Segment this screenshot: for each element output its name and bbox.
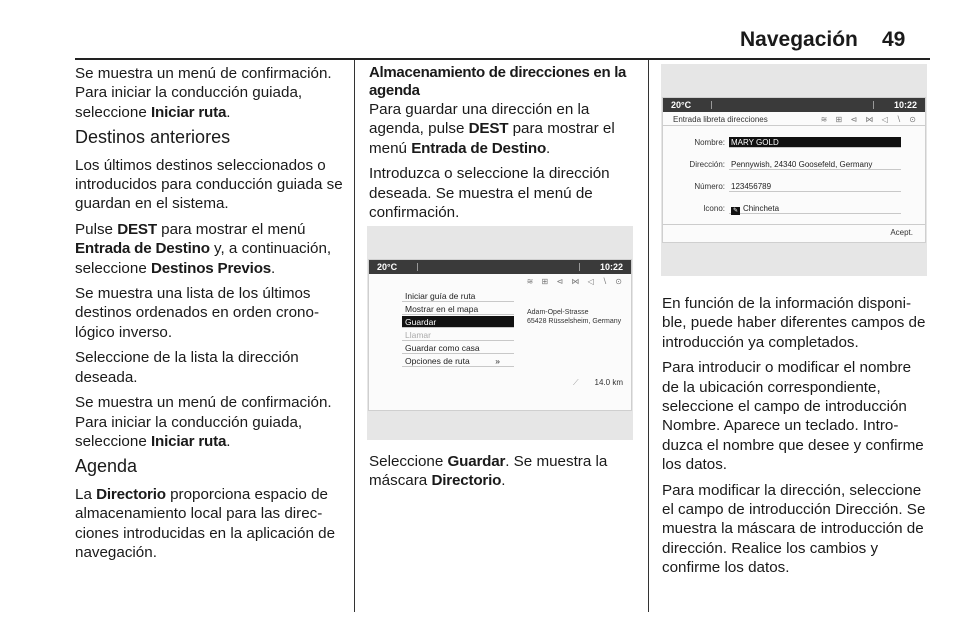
route-icon: ⟋	[573, 378, 579, 387]
header-rule	[75, 58, 930, 60]
status-icons: ≋ ⊞ ⊲ ⋈ ◁ ∖ ⊙	[820, 115, 919, 124]
clock: 10:22	[599, 262, 623, 272]
page-header-title: Navegación	[740, 28, 858, 51]
column-3	[662, 294, 930, 584]
infotainment-screen	[662, 97, 926, 243]
chevron-right-icon: »	[495, 356, 500, 366]
infotainment-screen	[368, 259, 632, 411]
menu-item-opciones-ruta[interactable]: Opciones de ruta »	[402, 355, 514, 367]
accept-button[interactable]: Acept.	[890, 228, 913, 237]
menu-item-mostrar-mapa[interactable]: Mostrar en el mapa	[402, 303, 514, 315]
paragraph: Seleccione Guardar. Se muestra la máscara Directorio.	[369, 453, 608, 490]
paragraph: Los últimos destinos seleccionados o introducidos para conducción guiada se guardan en el sistema.	[75, 156, 343, 213]
screenshot-address-entry	[661, 64, 927, 276]
distance: 14.0 km	[594, 378, 623, 387]
label-nombre: Nombre:	[694, 138, 725, 147]
temperature: 20°C	[377, 262, 398, 272]
heading-destinos-anteriores: Destinos anteriores	[75, 127, 231, 148]
label-icono: Icono:	[703, 204, 725, 213]
heading-almacenamiento: Almacenamiento de direcciones en la agenda	[369, 64, 627, 99]
menu-item-guardar-casa[interactable]: Guardar como casa	[402, 342, 514, 354]
paragraph: Para guardar una dirección en la agenda, pulse DEST para mostrar el menú Entrada de Destino.	[369, 101, 615, 157]
paragraph: Seleccione de la lista la dirección deseada.	[75, 349, 299, 386]
menu-item-llamar[interactable]: Llamar	[402, 329, 514, 341]
paragraph: Se muestra una lista de los últimos destinos ordenados en orden cronológico inverso.	[75, 285, 320, 341]
column-divider-1	[354, 60, 355, 612]
menu-item-iniciar-guia[interactable]: Iniciar guía de ruta	[402, 290, 514, 302]
paragraph: La Directorio proporciona espacio de almacenamiento local para las direcciones introducidas en la aplicación de navegación.	[75, 485, 336, 561]
numero-field[interactable]: 123456789	[729, 181, 901, 192]
paragraph: Se muestra un menú de confirmación. Para iniciar la conducción guiada, seleccione Iniciar ruta.	[75, 65, 332, 121]
heading-agenda: Agenda	[75, 456, 138, 477]
page-number: 49	[882, 28, 906, 51]
paragraph: Se muestra un menú de confirmación. Para iniciar la conducción guiada, seleccione Iniciar ruta.	[75, 394, 332, 450]
column-2-bottom	[369, 452, 635, 497]
label-direccion: Dirección:	[689, 160, 725, 169]
column-1	[75, 64, 347, 568]
nombre-field[interactable]: MARY GOLD	[729, 137, 901, 148]
pushpin-icon: ✎	[732, 208, 739, 214]
status-bar	[663, 98, 925, 112]
paragraph: Pulse DEST para mostrar el menú Entrada de Destino y, a continuación, seleccione Destinos Previos.	[75, 220, 332, 277]
status-icons: ≋ ⊞ ⊲ ⋈ ◁ ∖ ⊙	[526, 277, 625, 286]
column-2	[369, 64, 635, 228]
paragraph: Introduzca o seleccione la dirección deseada. Se muestra el menú de confirmación.	[369, 165, 610, 222]
column-divider-2	[648, 60, 649, 612]
screen-title: Entrada libreta direcciones	[673, 115, 768, 124]
paragraph: Para modificar la dirección, seleccione el campo de introducción Dirección. Se muestra la máscara de introducción de dirección. Realice los cambios y confirme los datos.	[662, 481, 926, 577]
clock: 10:22	[893, 100, 917, 110]
destination-address: Adam-Opel-Strasse 65428 Rüsselsheim, Germany	[527, 309, 622, 325]
label-numero: Número:	[694, 182, 725, 191]
screenshot-confirmation-menu	[367, 226, 633, 440]
paragraph: Para introducir o modificar el nombre de la ubicación correspondiente, seleccione el campo de introducción Nombre. Aparece un teclado. Introduzca el nombre que desee y confirme los datos.	[662, 359, 924, 474]
icono-field[interactable]: ✎ Chincheta	[729, 203, 901, 214]
paragraph: En función de la información disponible, puede haber diferentes campos de introducción ya completados.	[662, 295, 926, 351]
temperature: 20°C	[671, 100, 692, 110]
menu-item-guardar[interactable]: Guardar	[402, 316, 514, 328]
direccion-field[interactable]: Pennywish, 24340 Goosefeld, Germany	[729, 159, 901, 170]
status-bar	[369, 260, 631, 274]
